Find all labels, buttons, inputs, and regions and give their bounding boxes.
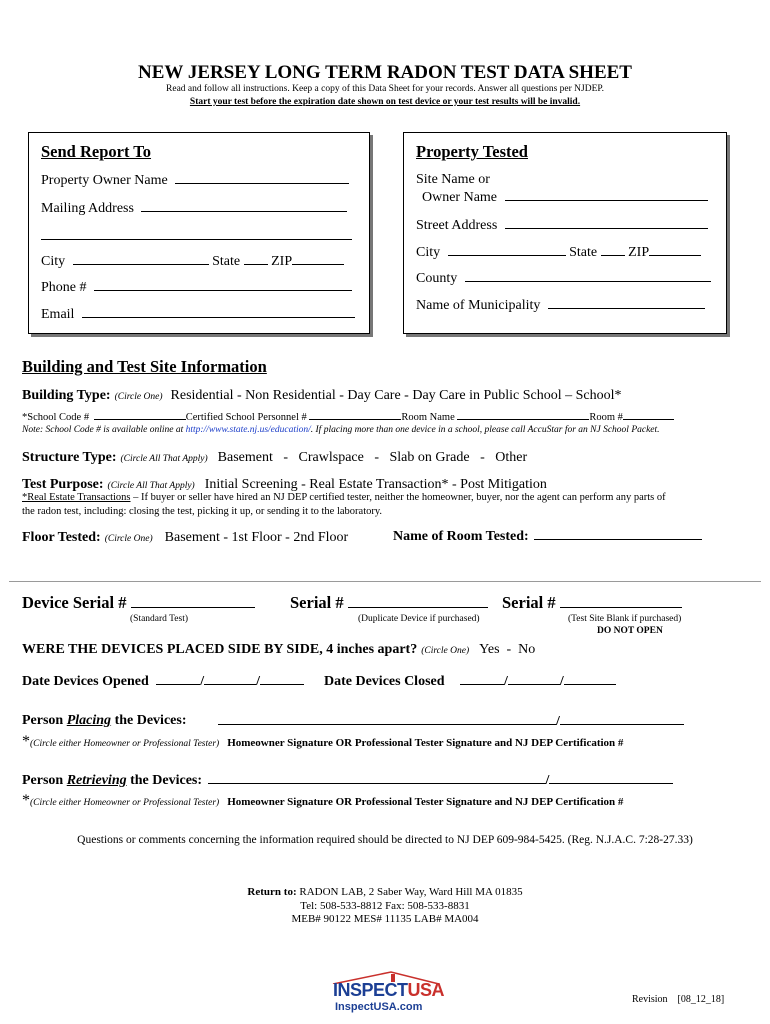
placing-asterisk: * <box>22 733 30 750</box>
room-name-label: Room Name <box>401 412 455 423</box>
education-link[interactable]: http://www.state.nj.us/education/ <box>185 425 311 435</box>
date-opened-year <box>260 673 304 685</box>
duplicate-serial-line <box>348 595 488 608</box>
floor-tested-label: Floor Tested: <box>22 530 101 545</box>
structure-type-options[interactable]: Basement - Crawlspace - Slab on Grade - Other <box>217 450 528 465</box>
retrieving-signature-caption <box>22 792 623 810</box>
phone-line <box>94 279 352 291</box>
test-purpose-row <box>22 475 547 493</box>
retrieving-emphasis: Retrieving <box>66 773 127 788</box>
street-address-field[interactable] <box>416 217 708 234</box>
date-opened-field[interactable]: Date Devices Opened / / <box>22 673 304 690</box>
property-zip-line <box>649 244 701 256</box>
lab-certifications: MEB# 90122 MES# 11135 LAB# MA004 <box>291 913 479 925</box>
property-state-label: State <box>569 245 598 260</box>
duplicate-device-label: (Duplicate Device if purchased) <box>358 614 480 624</box>
phone-field[interactable] <box>41 279 352 296</box>
property-city-line <box>448 244 566 256</box>
floor-tested-circle-hint: (Circle One) <box>104 534 153 544</box>
placing-signature-text: Homeowner Signature OR Professional Tester Signature and NJ DEP Certification # <box>227 737 624 749</box>
placing-circle-either: (Circle either Homeowner or Professional Tester) <box>30 739 220 749</box>
room-number-line <box>623 410 674 420</box>
retrieving-circle-either: (Circle either Homeowner or Professional Tester) <box>30 798 220 808</box>
floor-tested-options[interactable]: Basement - 1st Floor - 2nd Floor <box>164 530 349 545</box>
site-name-label-1: Site Name or <box>416 172 490 187</box>
email-field[interactable] <box>41 306 355 323</box>
instructions-text: Read and follow all instructions. Keep a copy of this Data Sheet for your records. Answer all questions per NJDEP. <box>166 84 604 94</box>
duplicate-serial-field[interactable] <box>290 593 488 613</box>
building-type-row <box>22 386 622 404</box>
blank-serial-field[interactable] <box>502 593 682 613</box>
municipality-line <box>548 297 705 309</box>
school-code-row[interactable] <box>22 410 674 423</box>
test-purpose-options[interactable]: Initial Screening - Real Estate Transaction* - Post Mitigation <box>204 477 547 492</box>
retrieving-signature-text: Homeowner Signature OR Professional Tester Signature and NJ DEP Certification # <box>227 796 624 808</box>
date-opened-month <box>156 673 200 685</box>
return-address-text: RADON LAB, 2 Saber Way, Ward Hill MA 01835 <box>296 886 523 898</box>
city-line <box>73 253 209 265</box>
structure-type-row <box>22 448 527 466</box>
municipality-label: Name of Municipality <box>416 298 541 313</box>
mailing-address-line-2-underline <box>41 228 352 240</box>
date-opened-day <box>204 673 256 685</box>
structure-type-circle-hint: (Circle All That Apply) <box>120 454 208 464</box>
person-retrieving-post: the Devices: <box>126 773 203 788</box>
date-opened-label: Date Devices Opened <box>22 674 149 689</box>
county-label: County <box>416 271 458 286</box>
test-purpose-circle-hint: (Circle All That Apply) <box>107 481 195 491</box>
property-tested-title: Property Tested <box>416 142 528 161</box>
blank-serial-label: Serial # <box>502 593 556 612</box>
room-number-label: Room # <box>589 412 623 423</box>
date-closed-label: Date Devices Closed <box>324 674 445 689</box>
retrieving-asterisk: * <box>22 792 30 809</box>
building-type-label: Building Type: <box>22 388 111 403</box>
site-name-label-2: Owner Name <box>422 190 498 205</box>
property-state-line <box>601 244 625 256</box>
person-retrieving-row[interactable]: Person Retrieving the Devices: / <box>22 772 673 789</box>
device-serial-field[interactable] <box>22 593 255 613</box>
side-by-side-row <box>22 640 535 658</box>
building-section-title: Building and Test Site Information <box>22 357 267 376</box>
mailing-address-field[interactable] <box>41 200 347 217</box>
side-by-side-circle-hint: (Circle One) <box>421 646 470 656</box>
date-closed-day <box>508 673 560 685</box>
person-placing-pre: Person <box>22 713 67 728</box>
expiration-warning: Start your test before the expiration date shown on test device or your test results will be invalid. <box>189 97 581 107</box>
send-report-box <box>28 132 370 334</box>
city-label: City <box>41 254 66 269</box>
logo-usa: USA <box>407 980 445 1000</box>
room-tested-field[interactable] <box>393 528 702 545</box>
note-prefix: Note: School Code # is available online at <box>22 425 186 435</box>
person-retrieving-pre: Person <box>22 773 67 788</box>
mailing-address-line <box>141 200 347 212</box>
person-placing-label <box>22 713 186 729</box>
device-serial-line <box>131 595 255 608</box>
owner-name-label: Property Owner Name <box>41 173 168 188</box>
real-estate-term: *Real Estate Transactions <box>22 492 131 503</box>
school-code-note <box>22 425 660 435</box>
date-closed-month <box>460 673 504 685</box>
real-estate-text-1: – If buyer or seller have hired an NJ DEP certified tester, neither the homeowner, buyer, nor the agent can perform any parts of <box>130 492 666 503</box>
standard-test-label: (Standard Test) <box>130 614 188 624</box>
mailing-address-label: Mailing Address <box>41 201 134 216</box>
structure-type-label: Structure Type: <box>22 450 117 465</box>
do-not-open-label: DO NOT OPEN <box>597 626 663 636</box>
email-line <box>82 306 355 318</box>
person-placing-post: the Devices: <box>111 713 187 728</box>
lab-phone-fax: Tel: 508-533-8812 Fax: 508-533-8831 <box>300 900 470 912</box>
return-to-label: Return to: <box>247 886 297 898</box>
owner-name-field[interactable] <box>41 172 349 189</box>
person-placing-field[interactable]: / <box>218 713 684 730</box>
floor-tested-row <box>22 528 348 546</box>
street-address-label: Street Address <box>416 218 498 233</box>
site-blank-label: (Test Site Blank if purchased) <box>568 614 682 624</box>
test-purpose-label: Test Purpose: <box>22 477 104 492</box>
placing-certification-line <box>560 713 684 725</box>
zip-line <box>292 253 344 265</box>
real-estate-note-line-1 <box>22 492 666 503</box>
site-name-line <box>505 189 708 201</box>
room-name-line <box>457 410 589 420</box>
property-city-label: City <box>416 245 441 260</box>
mailing-address-line-2[interactable] <box>41 227 352 245</box>
street-address-line <box>505 217 708 229</box>
zip-label: ZIP <box>271 254 293 269</box>
site-name-field[interactable] <box>422 189 708 206</box>
county-line <box>465 270 711 282</box>
inspect-usa-logo <box>331 970 445 1016</box>
duplicate-serial-label: Serial # <box>290 593 344 612</box>
placing-emphasis: Placing <box>66 713 112 728</box>
building-type-options[interactable]: Residential - Non Residential - Day Care - Day Care in Public School – School* <box>170 388 622 403</box>
retrieving-certification-line <box>549 772 673 784</box>
property-zip-label: ZIP <box>628 245 650 260</box>
school-code-line <box>94 410 186 420</box>
revision-label: Revision [08_12_18] <box>632 994 725 1005</box>
placing-signature-caption <box>22 733 623 751</box>
return-address <box>0 886 770 898</box>
room-tested-line <box>534 528 702 540</box>
questions-text: Questions or comments concerning the information required should be directed to NJ DEP 609-984-5425. (Reg. N.J.A.C. 7:28-27.33) <box>77 834 693 846</box>
city-state-zip-field[interactable] <box>41 253 344 270</box>
send-report-title: Send Report To <box>41 142 152 161</box>
municipality-field[interactable] <box>416 297 705 314</box>
state-label: State <box>212 254 241 269</box>
county-field[interactable] <box>416 270 711 287</box>
room-tested-label: Name of Room Tested: <box>393 529 529 544</box>
certified-personnel-label: Certified School Personnel # <box>185 412 307 423</box>
note-suffix: . If placing more than one device in a school, please call AccuStar for an NJ School Packet. <box>310 425 660 435</box>
retrieving-signature-line <box>208 772 546 784</box>
blank-serial-line <box>560 595 682 608</box>
phone-label: Phone # <box>41 280 87 295</box>
logo-url: InspectUSA.com <box>335 1001 423 1013</box>
logo-wordmark <box>333 980 444 1001</box>
state-line <box>244 253 268 265</box>
property-tested-box <box>403 132 727 334</box>
owner-name-line <box>175 172 349 184</box>
logo-inspect: INSPECT <box>333 980 408 1000</box>
date-closed-field[interactable]: Date Devices Closed / / <box>324 673 616 690</box>
real-estate-note-line-2: the radon test, including: closing the test, picking it up, or sending it to the laboratory. <box>22 506 383 517</box>
section-divider <box>9 581 761 582</box>
email-label: Email <box>41 307 75 322</box>
side-by-side-options[interactable]: Yes - No <box>479 642 536 657</box>
school-code-label: *School Code # <box>22 412 90 423</box>
building-type-circle-hint: (Circle One) <box>114 392 163 402</box>
certified-personnel-line <box>309 410 401 420</box>
side-by-side-question: WERE THE DEVICES PLACED SIDE BY SIDE, 4 inches apart? <box>22 642 418 657</box>
placing-signature-line <box>218 713 556 725</box>
property-city-state-zip-field[interactable] <box>416 244 701 261</box>
page-title: NEW JERSEY LONG TERM RADON TEST DATA SHEET <box>138 62 632 83</box>
date-closed-year <box>564 673 616 685</box>
device-serial-label: Device Serial # <box>22 593 127 612</box>
